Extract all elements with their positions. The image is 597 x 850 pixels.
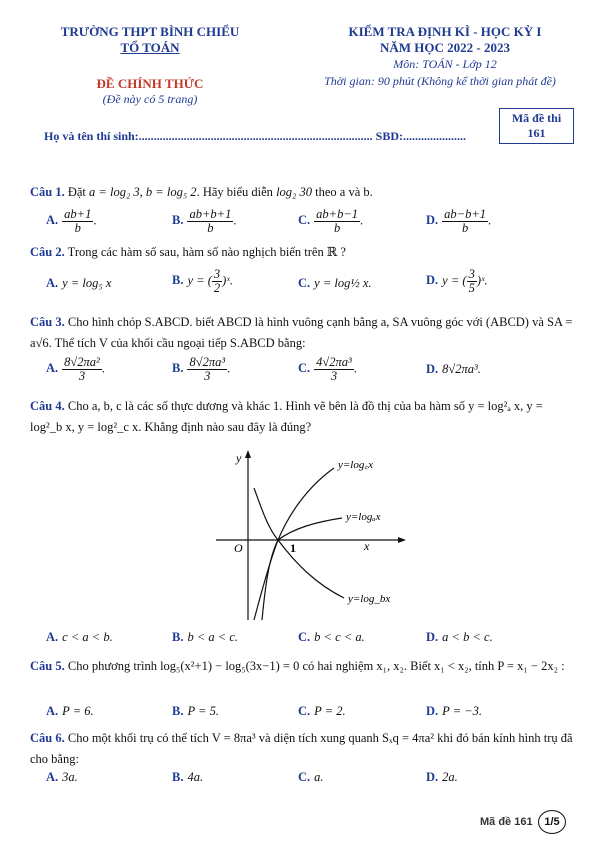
q3-option-d[interactable] (426, 362, 481, 377)
q1-target: log₂ 30 (276, 185, 313, 199)
q6-text: Cho một khối trụ có thể tích V = 8πa³ và diện tích xung quanh Sₓq = 4πa² khi đó bán kính hình trụ đã cho bằng: (30, 731, 573, 766)
option-pre: y = ( (187, 273, 212, 288)
curve-log-b (254, 488, 344, 598)
x-label: x (364, 539, 370, 553)
fraction (212, 268, 222, 295)
option-label: B. (172, 361, 184, 376)
q4-option-a[interactable] (46, 630, 113, 645)
option-label: D. (426, 362, 439, 376)
question-label: Câu 1. (30, 185, 65, 199)
q3-option-b[interactable]: B. $\frac{\text{8√2πa³}}{3}$ . (172, 355, 231, 383)
q5-text: Cho phương trình log₅(x²+1) − log₅(3x−1) = 0 có hai nghiệm x₁, x₂. Biết x₁ < x₂, tính P = x₁ − 2x₂ : (67, 659, 565, 673)
q6-option-d[interactable] (426, 770, 458, 785)
question-label: Câu 3. (30, 315, 65, 329)
q2-option-b[interactable] (172, 268, 233, 295)
q1-text-a: Đặt (67, 185, 90, 199)
question-label: Câu 6. (30, 731, 65, 745)
x-axis-arrow (398, 537, 406, 543)
option-post: )ˣ. (222, 273, 233, 288)
q4-option-b[interactable] (172, 630, 238, 645)
page-number-badge: 1/5 (538, 810, 566, 834)
fraction (62, 356, 102, 383)
option-label: D. (426, 770, 439, 784)
q1-option-b[interactable]: B. $\frac{ab+b+1}{b}$ . (172, 207, 237, 235)
option-label: A. (46, 276, 59, 290)
option-text: P = 5. (187, 704, 219, 718)
one-label: 1 (290, 541, 296, 555)
option-label: B. (172, 630, 184, 644)
school-name: TRƯỜNG THPT BÌNH CHIỂU (60, 24, 240, 39)
question-5 (30, 656, 575, 677)
question-2 (30, 242, 575, 263)
option-text: y = log½ x. (314, 276, 372, 290)
option-text: c < a < b. (62, 630, 113, 644)
question-label: Câu 4. (30, 399, 65, 413)
fraction (187, 208, 233, 235)
student-info-line: Họ và tên thí sinh:.............................................................................. SBD:..................... (44, 129, 467, 143)
option-label: D. (426, 704, 439, 718)
option-text: a. (314, 770, 324, 784)
duration-line: Thời gian: 90 phút (Không kể thời gian phát đề) (324, 74, 556, 88)
option-text: P = 2. (314, 704, 346, 718)
q5-option-c[interactable] (298, 704, 346, 719)
numerator: ab−b+1 (444, 207, 487, 221)
pages-note: (Đề này có 5 trang) (102, 92, 198, 106)
option-text: 3a. (62, 770, 78, 784)
denominator: b (461, 221, 469, 235)
fraction (314, 208, 360, 235)
option-label: B. (172, 213, 184, 228)
fraction (62, 208, 93, 235)
q3-text: Cho hình chóp S.ABCD. biết ABCD là hình vuông cạnh bằng a, SA vuông góc với (ABCD) và SA = a√6. Thể tích V của khối cầu ngoại tiếp S.ABCD bằng: (30, 315, 573, 350)
q5-option-a[interactable] (46, 704, 94, 719)
q2-option-d[interactable] (426, 268, 488, 295)
q3-option-c[interactable]: C. $\frac{\text{4√2πa³}}{3}$ . (298, 355, 357, 383)
q1-text-c: theo a và b. (312, 185, 373, 199)
q1-expr: a = log₂ 3, b = log₅ 2 (89, 185, 197, 199)
exam-code-label: Mã đề thi (511, 111, 562, 125)
subject-line: Môn: TOÁN - Lớp 12 (393, 57, 497, 71)
question-3 (30, 312, 575, 354)
fraction (187, 356, 227, 383)
curve-log-a (254, 518, 342, 620)
option-label: C. (298, 630, 311, 644)
denominator: b (74, 221, 81, 235)
question-label: Câu 2. (30, 245, 65, 259)
option-text: a < b < c. (442, 630, 493, 644)
option-text: y = log₅ x (62, 276, 112, 290)
option-text: 2a. (442, 770, 458, 784)
option-label: A. (46, 213, 59, 228)
question-1 (30, 182, 575, 203)
numerator: 8√2πa³ (189, 355, 226, 369)
numerator: 8√2πa² (64, 355, 100, 369)
fraction (442, 208, 488, 235)
y-axis-arrow (245, 450, 251, 458)
denominator: b (207, 221, 214, 235)
question-6 (30, 728, 575, 770)
numerator: ab+b+1 (189, 207, 232, 221)
y-label: y (236, 451, 242, 465)
denominator: 5 (468, 281, 475, 295)
q2-option-c[interactable] (298, 276, 372, 291)
q1-text-b: . Hãy biểu diễn (196, 185, 277, 199)
fraction (467, 268, 477, 295)
option-text: P = 6. (62, 704, 94, 718)
option-text: 8√2πa³. (442, 362, 481, 376)
school-year: NĂM HỌC 2022 - 2023 (380, 40, 510, 55)
numerator: 3 (468, 267, 475, 281)
option-label: C. (298, 213, 311, 228)
exam-code-box (499, 108, 574, 144)
option-label: A. (46, 361, 59, 376)
q4-text: Cho a, b, c là các số thực dương và khác 1. Hình vẽ bên là đồ thị của ba hàm số y = log²ₐ x, y = log²_b x, y = log²_c x. Khẳng định nào sau đây là đúng? (30, 399, 543, 434)
official-label: ĐỀ CHÍNH THỨC (96, 76, 204, 91)
q5-option-b[interactable] (172, 704, 219, 719)
q6-option-b[interactable] (172, 770, 203, 785)
option-label: A. (46, 630, 59, 644)
numerator: ab+b−1 (316, 207, 359, 221)
denominator: b (333, 221, 341, 235)
denominator: 3 (330, 369, 338, 383)
q1-option-d[interactable]: D. $\frac{ab-b+1}{b}$ . (426, 207, 492, 235)
department-name: TỔ TOÁN (120, 40, 180, 55)
question-label: Câu 5. (30, 659, 65, 673)
option-label: A. (46, 704, 59, 718)
curve-b-label: y=log_bx (348, 593, 391, 605)
option-post: )ˣ. (476, 273, 488, 288)
option-label: C. (298, 361, 311, 376)
option-text: b < a < c. (187, 630, 239, 644)
option-label: D. (426, 273, 439, 288)
option-pre: y = ( (442, 273, 467, 288)
q4-option-d[interactable] (426, 630, 493, 645)
numerator: ab+1 (64, 207, 92, 221)
log-graph (210, 448, 410, 624)
exam-code-value: 161 (527, 126, 546, 140)
q6-option-c[interactable] (298, 770, 324, 785)
option-label: B. (172, 770, 184, 784)
denominator: 2 (213, 281, 221, 295)
q4-option-c[interactable] (298, 630, 365, 645)
option-text: 4a. (187, 770, 204, 784)
option-text: b < c < a. (314, 630, 365, 644)
denominator: 3 (78, 369, 86, 383)
footer-code: Mã đề 161 (480, 816, 533, 828)
option-label: B. (172, 273, 184, 288)
numerator: 3 (213, 267, 221, 281)
option-label: C. (298, 704, 311, 718)
curve-log-c (262, 468, 334, 620)
option-label: C. (298, 276, 311, 290)
curve-c-label: y=log꜀x (338, 459, 374, 471)
q6-option-a[interactable] (46, 770, 78, 785)
q2-option-a[interactable] (46, 276, 111, 291)
q1-option-a[interactable]: A. $\frac{ab+1}{b}$ . (46, 207, 97, 235)
origin-label: O (234, 541, 243, 555)
option-text: P = −3. (442, 704, 483, 718)
numerator: 4√2πa³ (316, 355, 352, 369)
fraction (314, 356, 354, 383)
option-label: B. (172, 704, 184, 718)
question-4 (30, 396, 575, 438)
option-label: A. (46, 770, 59, 784)
denominator: 3 (204, 369, 211, 383)
option-label: D. (426, 630, 439, 644)
curve-a-label: y=logₐx (346, 511, 381, 523)
q1-option-c[interactable]: C. $\frac{ab+b-1}{b}$ . (298, 207, 364, 235)
exam-title: KIỂM TRA ĐỊNH KÌ - HỌC KỲ I (348, 24, 542, 39)
option-label: D. (426, 213, 439, 228)
q5-option-d[interactable] (426, 704, 482, 719)
q2-text: Trong các hàm số sau, hàm số nào nghịch biến trên ℝ ? (67, 245, 346, 259)
option-label: C. (298, 770, 311, 784)
q3-option-a[interactable]: A. $\frac{\text{8√2πa²}}{3}$ . (46, 355, 105, 383)
